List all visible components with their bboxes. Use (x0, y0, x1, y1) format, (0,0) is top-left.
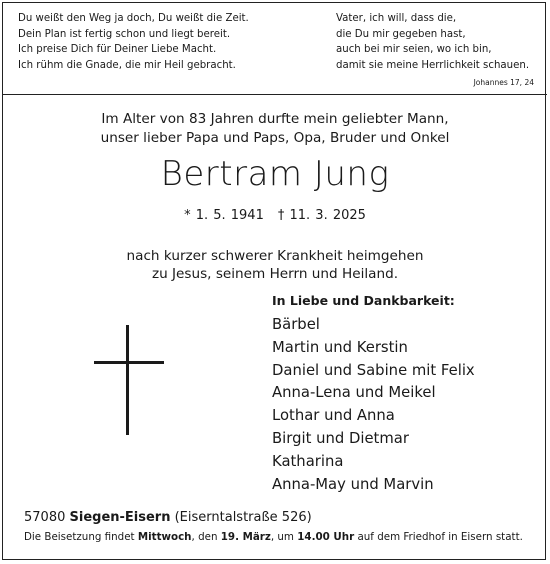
funeral-day: Mittwoch (137, 531, 192, 543)
address-street: (Eiserntalstraße 526) (174, 510, 312, 525)
family-list (272, 293, 475, 496)
poem-right-line: Vater, ich will, dass die, (336, 13, 457, 24)
passing-line: nach kurzer schwerer Krankheit heimgehen (126, 248, 424, 264)
intro-line: Im Alter von 83 Jahren durfte mein geliebter Mann, (101, 111, 449, 127)
funeral-text: , um (270, 531, 294, 543)
funeral-text: , den (191, 531, 218, 543)
life-dates (0, 208, 550, 223)
deceased-name: Bertram Jung (160, 154, 390, 194)
verse-reference: Johannes 17, 24 (473, 78, 534, 87)
passing-line: zu Jesus, seinem Herrn und Heiland. (151, 266, 399, 282)
address-zip: 57080 (24, 510, 66, 525)
intro-text (0, 110, 550, 148)
death-date: † 11. 3. 2025 (277, 208, 366, 223)
family-member: Martin und Kerstin (272, 338, 408, 356)
poem-left-line: Du weißt den Weg ja doch, Du weißt die Zeit. (18, 13, 249, 24)
poem-right-line: damit sie meine Herrlichkeit schauen. (336, 59, 530, 71)
poem-right-line: die Du mir gegeben hast, (336, 28, 466, 40)
family-member: Anna-May und Marvin (272, 475, 434, 493)
address (24, 510, 312, 525)
family-member: Anna-Lena und Meikel (272, 384, 436, 402)
family-member: Daniel und Sabine mit Felix (272, 361, 475, 379)
funeral-time: 14.00 Uhr (297, 531, 355, 543)
address-city: Siegen-Eisern (69, 510, 171, 525)
funeral-text: auf dem Friedhof in Eisern statt. (357, 531, 523, 543)
family-member: Birgit und Dietmar (272, 429, 409, 447)
poem-right-line: auch bei mir seien, wo ich bin, (336, 44, 492, 56)
funeral-info (24, 531, 523, 543)
divider (3, 94, 547, 95)
birth-date: * 1. 5. 1941 (184, 208, 264, 223)
family-member: Bärbel (272, 316, 320, 333)
funeral-date: 19. März (220, 531, 271, 543)
family-member: Katharina (272, 452, 344, 470)
intro-line: unser lieber Papa und Paps, Opa, Bruder und Onkel (100, 130, 450, 146)
poem-left-line: Ich rühm die Gnade, die mir Heil gebracht. (18, 59, 236, 71)
poem-left (18, 11, 249, 73)
poem-left-line: Ich preise Dich für Deiner Liebe Macht. (18, 44, 217, 56)
passing-text (0, 247, 550, 283)
poem-left-line: Dein Plan ist fertig schon und liegt bereit. (18, 28, 231, 40)
family-header: In Liebe und Dankbarkeit: (272, 293, 455, 308)
poem-right (336, 11, 529, 73)
funeral-text: Die Beisetzung findet (24, 531, 135, 543)
cross-icon (94, 325, 164, 435)
family-member: Lothar und Anna (272, 407, 395, 425)
